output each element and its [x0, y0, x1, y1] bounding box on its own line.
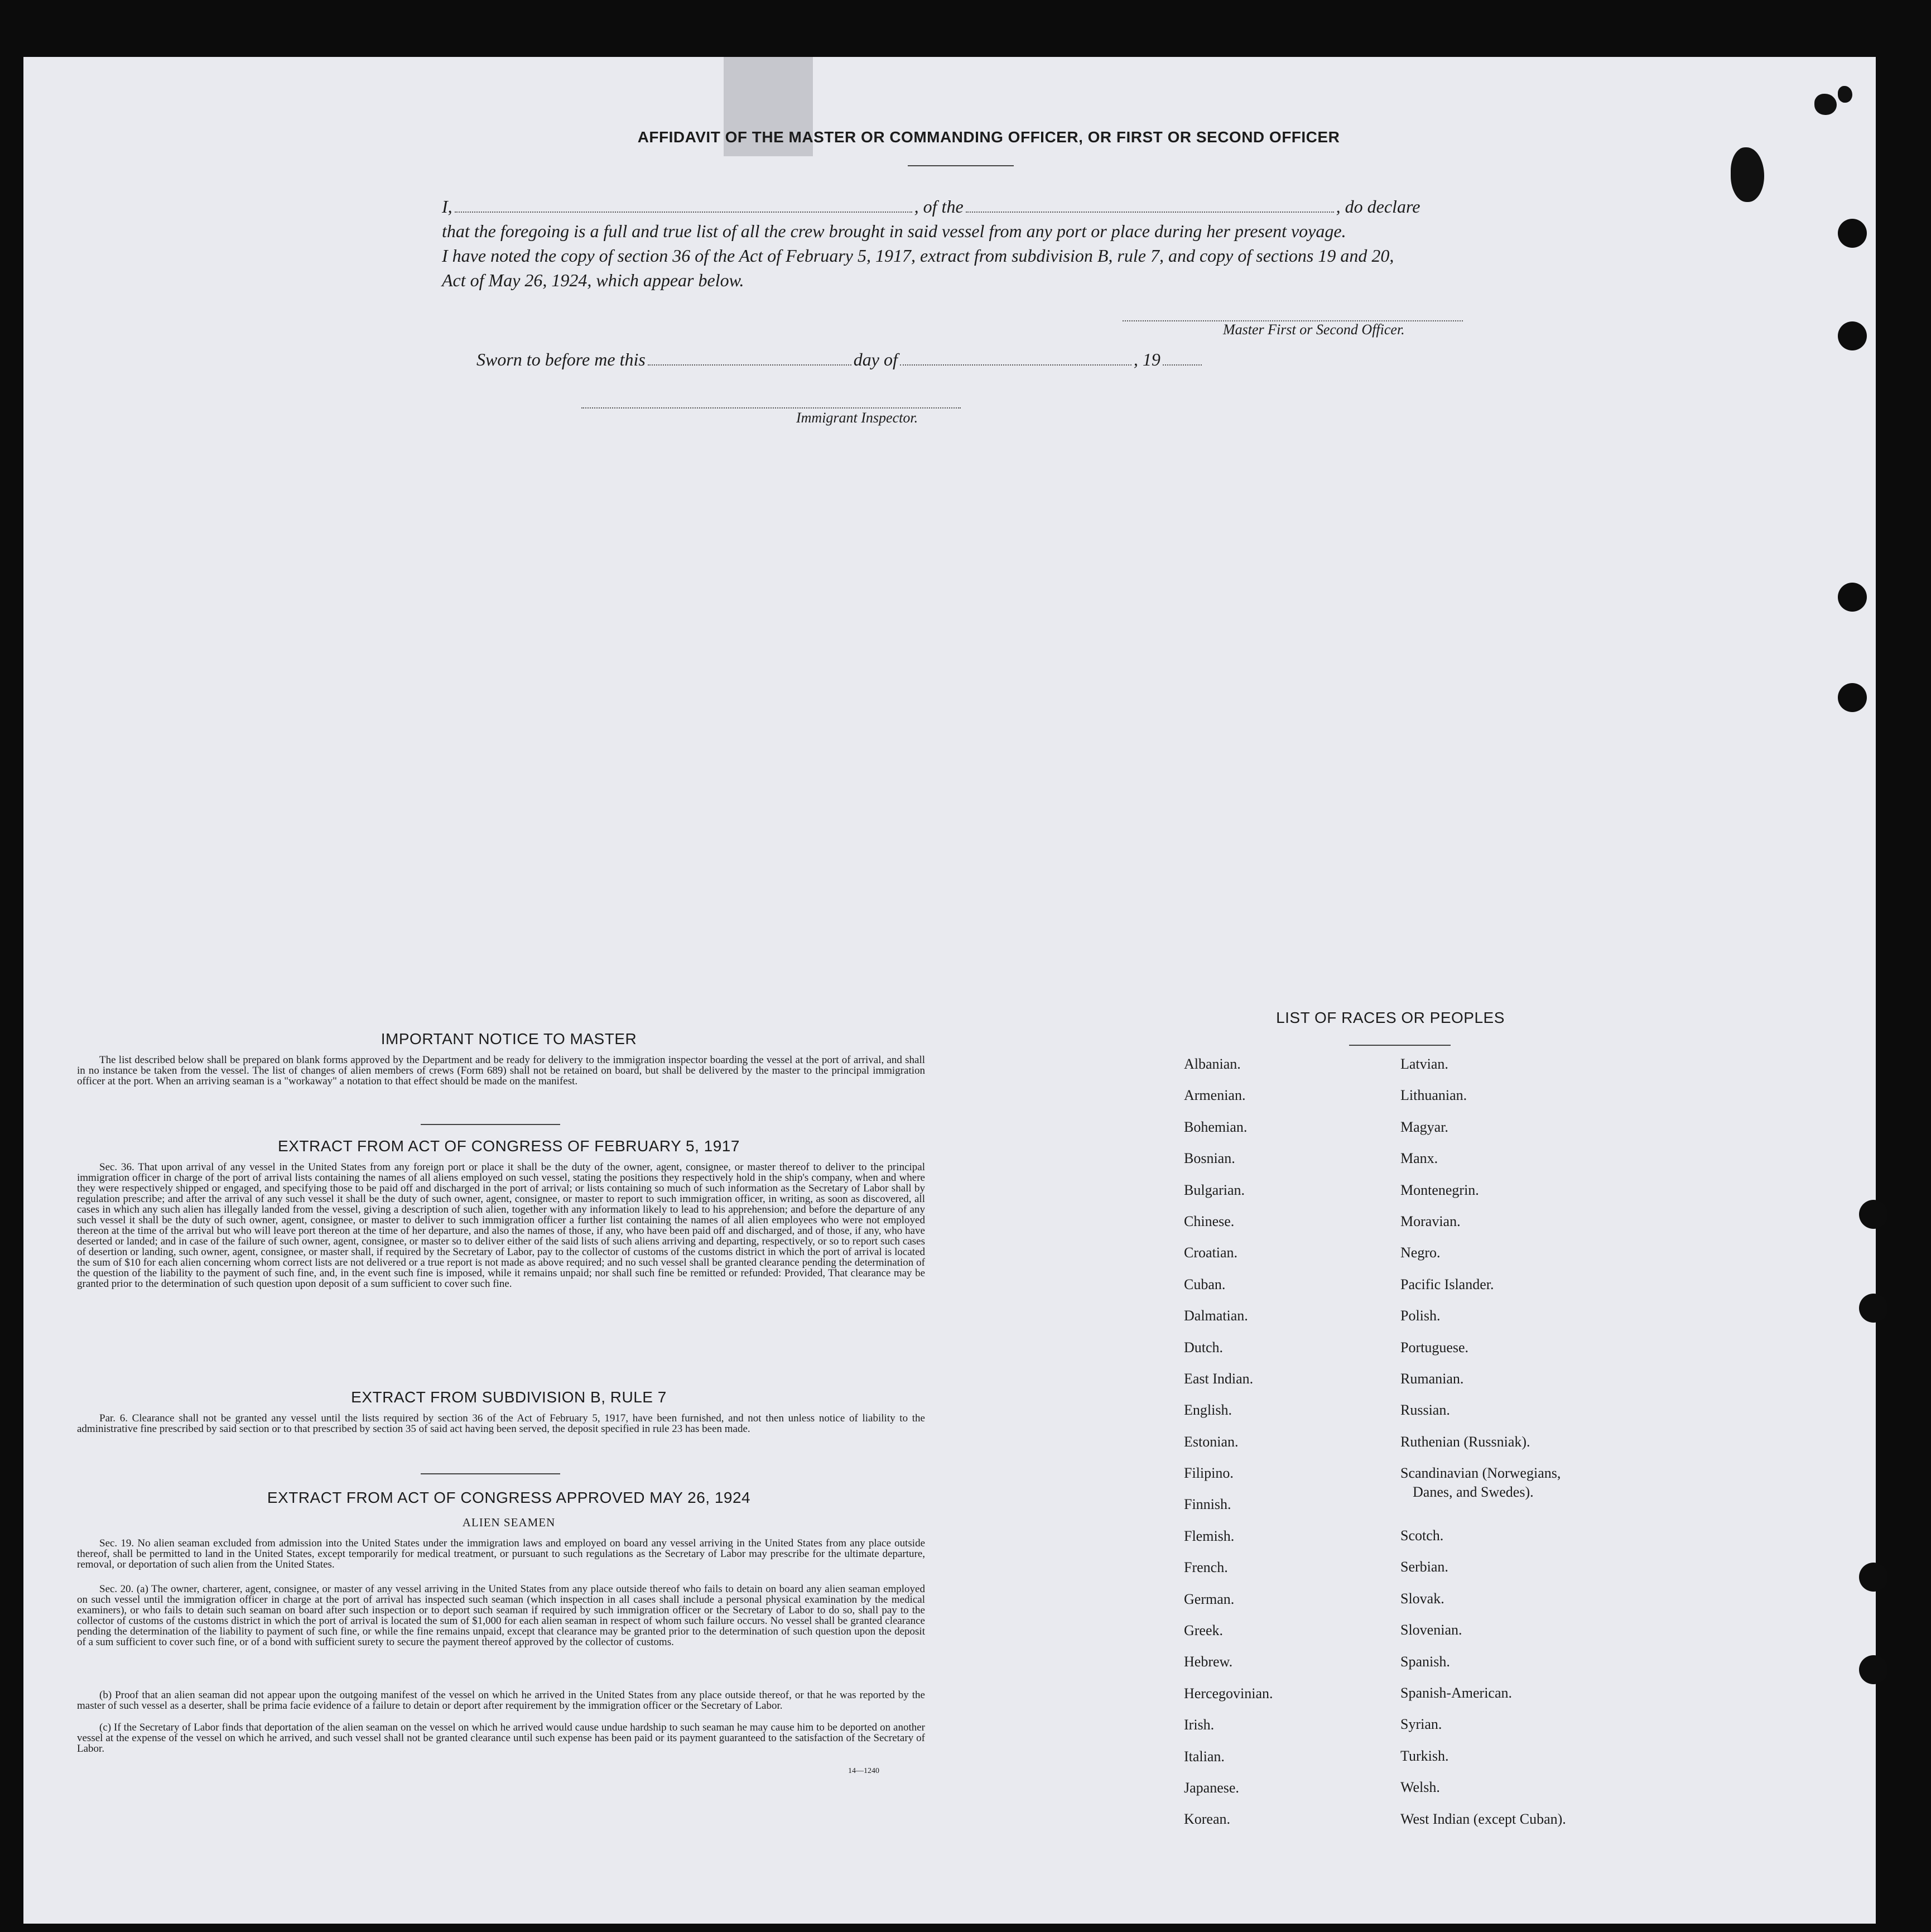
ink-blot — [1814, 94, 1837, 115]
race-item: Syrian. — [1400, 1716, 1442, 1733]
extract-1917-title: EXTRACT FROM ACT OF CONGRESS OF FEBRUARY 5, 1917 — [278, 1137, 740, 1155]
inspector-signature-line[interactable] — [581, 407, 961, 408]
sworn-day-field[interactable] — [648, 364, 851, 366]
ink-blot — [1838, 86, 1852, 103]
race-item: Moravian. — [1400, 1213, 1461, 1229]
declarant-label: I, — [442, 196, 452, 217]
race-item: Flemish. — [1184, 1527, 1235, 1544]
affidavit-line-2: that the foregoing is a full and true list of all the crew brought in said vessel from any port or place during her present voyage. — [442, 221, 1346, 241]
race-item: Montenegrin. — [1400, 1181, 1479, 1198]
race-item: Hebrew. — [1184, 1654, 1233, 1670]
binder-hole — [1859, 1563, 1888, 1592]
race-item: East Indian. — [1184, 1370, 1254, 1387]
race-item: Albanian. — [1184, 1056, 1241, 1072]
race-item: Dalmatian. — [1184, 1308, 1248, 1324]
notice-divider — [421, 1124, 560, 1125]
race-item: Danes, and Swedes). — [1413, 1484, 1534, 1501]
races-divider — [1349, 1045, 1451, 1046]
vessel-name-field[interactable] — [966, 212, 1334, 213]
race-item: Scandinavian (Norwegians, — [1400, 1465, 1561, 1482]
race-item: Slovak. — [1400, 1590, 1444, 1607]
races-title: LIST OF RACES OR PEOPLES — [1276, 1009, 1505, 1026]
of-the-label: , of the — [914, 196, 964, 217]
day-of-label: day of — [853, 349, 898, 369]
race-item: Bohemian. — [1184, 1118, 1248, 1135]
affidavit-line-4: Act of May 26, 1924, which appear below. — [442, 270, 744, 290]
race-item: Armenian. — [1184, 1087, 1246, 1104]
race-item: Spanish-American. — [1400, 1685, 1513, 1702]
binder-hole — [1859, 1655, 1888, 1684]
race-item: Greek. — [1184, 1622, 1224, 1639]
race-item: Welsh. — [1400, 1779, 1440, 1796]
race-item: Spanish. — [1400, 1653, 1450, 1670]
binder-hole — [1859, 1294, 1888, 1323]
race-item: Portuguese. — [1400, 1339, 1469, 1356]
extract-rule7-title: EXTRACT FROM SUBDIVISION B, RULE 7 — [351, 1388, 667, 1406]
race-item: Slovenian. — [1400, 1622, 1462, 1638]
form-number: 14—1240 — [848, 1767, 879, 1775]
sworn-line — [476, 349, 1204, 370]
race-item: Rumanian. — [1400, 1370, 1464, 1387]
race-item: Finnish. — [1184, 1496, 1231, 1513]
races-column-2 — [1400, 1056, 1691, 1842]
form-sheet — [23, 57, 1876, 1924]
race-item: Croatian. — [1184, 1244, 1238, 1261]
affidavit-title: AFFIDAVIT OF THE MASTER OR COMMANDING OFFICER, OR FIRST OR SECOND OFFICER — [637, 128, 1340, 146]
race-item: Manx. — [1400, 1150, 1438, 1167]
race-item: French. — [1184, 1559, 1228, 1576]
binder-hole — [1838, 583, 1867, 612]
binder-hole — [1859, 1200, 1888, 1229]
race-item: Korean. — [1184, 1811, 1231, 1828]
race-item: Bulgarian. — [1184, 1181, 1245, 1198]
alien-seamen-subtitle: ALIEN SEAMEN — [462, 1516, 556, 1529]
sworn-month-field[interactable] — [900, 364, 1131, 366]
races-column-1 — [1184, 1056, 1385, 1843]
race-item: Pacific Islander. — [1400, 1276, 1494, 1292]
race-item: Magyar. — [1400, 1118, 1448, 1135]
race-item: Italian. — [1184, 1748, 1225, 1765]
race-item: Dutch. — [1184, 1339, 1224, 1356]
race-item: Cuban. — [1184, 1276, 1226, 1292]
master-signature-label: Master First or Second Officer. — [1223, 321, 1405, 338]
race-item: Lithuanian. — [1400, 1087, 1467, 1104]
race-item: Serbian. — [1400, 1559, 1448, 1575]
inspector-label: Immigrant Inspector. — [796, 410, 918, 426]
rule7-divider — [421, 1473, 560, 1474]
race-item: Irish. — [1184, 1717, 1215, 1733]
race-item: Polish. — [1400, 1308, 1441, 1324]
sec20b-text: (b) Proof that an alien seaman did not appear upon the outgoing manifest of the vessel on which he arrived in the United States from any place outside thereof, or that he was reported by the master of such vessel as a deserter, shall be prima facie evidence of a failure to detain or deport after requirement by the immigration officer or the Secretary of Labor. — [77, 1689, 925, 1712]
race-item: Japanese. — [1184, 1779, 1239, 1796]
binder-hole — [1838, 683, 1867, 712]
declarant-name-field[interactable] — [455, 212, 912, 213]
race-item: Estonian. — [1184, 1433, 1239, 1450]
affidavit-line-1 — [442, 194, 1519, 219]
race-item: Negro. — [1400, 1244, 1441, 1261]
year-label: , 19 — [1133, 349, 1160, 369]
title-divider — [908, 165, 1014, 166]
sworn-year-field[interactable] — [1163, 364, 1202, 366]
race-item: Latvian. — [1400, 1056, 1448, 1072]
notice-text: The list described below shall be prepared on blank forms approved by the Department and be ready for delivery to the immigration inspector boarding the vessel at the port of arrival, and shall in no instance be taken from the vessel. The list of changes of alien members of crews (Form 689) shall not be retained on board, but shall be delivered by the master to the principal immigration officer at the port. When an arriving seaman is a "workaway" a notation to that effect should be made on the manifest. — [77, 1054, 925, 1087]
ink-blot — [1731, 147, 1764, 202]
race-item: Filipino. — [1184, 1465, 1234, 1482]
notice-title: IMPORTANT NOTICE TO MASTER — [381, 1030, 637, 1047]
race-item: Chinese. — [1184, 1213, 1235, 1229]
extract-rule7-text: Par. 6. Clearance shall not be granted any vessel until the lists required by section 36 of the Act of February 5, 1917, have been furnished, and not then unless notice of liability to the administrative fine prescribed by said section or to that prescribed by section 35 of said act having been served, the deposit specified in rule 23 has been made. — [77, 1412, 925, 1435]
binder-hole — [1838, 219, 1867, 248]
race-item: Ruthenian (Russniak). — [1400, 1433, 1530, 1450]
race-item: English. — [1184, 1402, 1232, 1419]
declare-label: , do declare — [1336, 196, 1420, 217]
race-item: Hercegovinian. — [1184, 1685, 1273, 1702]
sec19-text: Sec. 19. No alien seaman excluded from admission into the United States under the immigration laws and employed on board any vessel arriving in the United States from any place outside thereof, shall be permitted to land in the United States, except temporarily for medical treatment, or pursuant to such regulations as the Secretary of Labor may prescribe for the ultimate departure, removal, or deportation of such alien from the United States. — [77, 1537, 925, 1570]
affidavit-line-3: I have noted the copy of section 36 of the Act of February 5, 1917, extract from subdivision B, rule 7, and copy of sections 19 and 20, — [442, 246, 1394, 266]
race-item: Russian. — [1400, 1402, 1450, 1419]
sec20c-text: (c) If the Secretary of Labor finds that deportation of the alien seaman on the vessel on which he arrived would cause undue hardship to such seaman he may cause him to be deported on another vessel at the expense of the vessel on which he arrived, and such vessel shall not be granted clearance until such expense has been paid or its payment guaranteed to the satisfaction of the Secretary of Labor. — [77, 1722, 925, 1755]
extract-1924-title: EXTRACT FROM ACT OF CONGRESS APPROVED MAY 26, 1924 — [267, 1489, 751, 1506]
race-item: West Indian (except Cuban). — [1400, 1810, 1566, 1827]
extract-1917-text: Sec. 36. That upon arrival of any vessel in the United States from any foreign port or place it shall be the duty of the owner, agent, consignee, or master thereof to deliver to the principal immigration officer in charge of the port of arrival lists containing the names of all aliens employed on such vessel, stating the positions they respectively hold in the ship's company, when and where they were respectively shipped or engaged, and specifying those to be paid off and discharged in the port of arrival; or lists containing so much of such information as the Secretary of Labor shall by regulation prescribe; and after the arrival of any such vessel it shall be the duty of such owner, agent, consignee, or master to report to such immigration officer, in writing, as soon as discovered, all cases in which any such alien has illegally landed from the vessel, giving a description of such alien, together with any information likely to lead to his apprehension; and before the departure of any such vessel it shall be the duty of such owner, agent, consignee, or master to deliver to such immigration officer a further list containing the names of all alien employees who were not employed thereon at the time of the arrival but who will leave port thereon at the time of her departure, and also the names of those, if any, who have been paid off and discharged, and of those, if any, who have deserted or landed; and in case of the failure of such owner, agent, consignee, or master so to deliver either of the said lists of such aliens arriving and departing, respectively, or so to report such cases of desertion or landing, such owner, agent, consignee, or master shall, if required by the Secretary of Labor, pay to the collector of customs of the customs district in which the port of arrival is located the sum of $10 for each alien concerning whom correct lists are not delivered or a true report is not made as above required; and no such vessel shall be granted clearance pending the determination of the question of the liability to the payment of such fine, and, in the event such fine is imposed, while it remains unpaid; nor shall such fine be remitted or refunded: Provided, That clearance may be granted prior to the determination of such question upon deposit of a sum sufficient to cover such fine. — [77, 1161, 925, 1290]
race-item: Turkish. — [1400, 1747, 1449, 1764]
sec20a-text: Sec. 20. (a) The owner, charterer, agent, consignee, or master of any vessel arriving in the United States from any place outside thereof who fails to detain on board any alien seaman employed on such vessel until the immigration officer in charge at the port of arrival has inspected such seaman (which inspection in all cases shall include a personal physical examination by the medical examiners), or who fails to detain such seaman on board after such inspection or to deport such seaman if required by such immigration officer or the Secretary of Labor to do so, shall pay to the collector of customs of the customs district in which the port of arrival is located the sum of $1,000 for each alien seaman in respect of whom such failure occurs. No vessel shall be granted clearance pending the determination of the liability to payment of such fine, or while the fine remains unpaid, except that clearance may be granted prior to the determination of such question upon the deposit of a sum sufficient to cover such fine, or of a bond with sufficient surety to secure the payment thereof approved by the collector of customs. — [77, 1583, 925, 1648]
race-item: German. — [1184, 1590, 1235, 1607]
race-item: Bosnian. — [1184, 1150, 1235, 1167]
race-item: Scotch. — [1400, 1527, 1444, 1544]
binder-hole — [1838, 321, 1867, 350]
sworn-label: Sworn to before me this — [476, 349, 646, 369]
